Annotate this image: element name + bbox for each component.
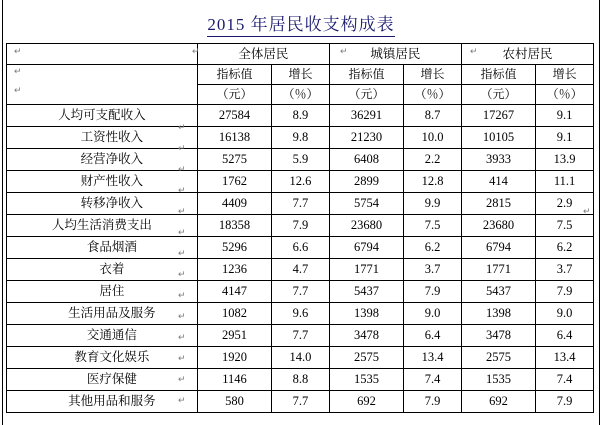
paragraph-mark-icon: ↵: [192, 46, 200, 56]
table-row: [7, 105, 594, 127]
page-title-text: 2015 年居民收支构成表: [207, 10, 394, 37]
cell-all-value: 1146: [197, 369, 271, 391]
cell-rural-growth: 3.7: [536, 259, 594, 281]
cell-rural-value: 1771: [461, 259, 535, 281]
row-label: 其他用品和服务: [7, 391, 198, 413]
cell-rural-value: 1535: [461, 369, 535, 391]
sub-header-blank: [7, 65, 198, 105]
table-row: [7, 149, 594, 171]
row-label: 人均可支配收入: [7, 105, 198, 127]
cell-urban-growth: 8.7: [404, 105, 462, 127]
row-label: 人均生活消费支出: [7, 215, 198, 237]
cell-urban-value: 21230: [329, 127, 403, 149]
paragraph-mark-icon: ↵: [178, 227, 186, 237]
cell-urban-value: 2575: [329, 347, 403, 369]
cell-all-growth: 7.7: [272, 325, 330, 347]
cell-rural-value: 3933: [461, 149, 535, 171]
cell-all-growth: 7.7: [272, 193, 330, 215]
row-label: 财产性收入: [7, 171, 198, 193]
paragraph-mark-icon: ↵: [178, 143, 186, 153]
cell-all-value: 580: [197, 391, 271, 413]
cell-all-growth: 4.7: [272, 259, 330, 281]
cell-urban-growth: 6.4: [404, 325, 462, 347]
cell-rural-growth: 13.9: [536, 149, 594, 171]
cell-rural-value: 692: [461, 391, 535, 413]
table-row: [7, 171, 594, 193]
cell-urban-value: 6408: [329, 149, 403, 171]
cell-rural-growth: 9.0: [536, 303, 594, 325]
table-row: [7, 237, 594, 259]
paragraph-mark-icon: ↵: [178, 311, 186, 321]
sub-header-all-growth-unit: （％）: [272, 85, 330, 105]
cell-urban-value: 1771: [329, 259, 403, 281]
cell-rural-value: 17267: [461, 105, 535, 127]
cell-all-growth: 9.6: [272, 303, 330, 325]
sub-header-rural-growth-unit: （％）: [536, 85, 594, 105]
cell-rural-growth: 6.4: [536, 325, 594, 347]
table-row: [7, 281, 594, 303]
cell-all-value: 4409: [197, 193, 271, 215]
paragraph-mark-icon: ↵: [178, 164, 186, 174]
table-row: [7, 193, 594, 215]
cell-urban-growth: 7.4: [404, 369, 462, 391]
table-row: [7, 215, 594, 237]
cell-urban-value: 692: [329, 391, 403, 413]
cell-all-value: 1236: [197, 259, 271, 281]
cell-urban-growth: 13.4: [404, 347, 462, 369]
cell-all-growth: 12.6: [272, 171, 330, 193]
cell-all-value: 16138: [197, 127, 271, 149]
cell-all-growth: 7.7: [272, 391, 330, 413]
table-row: [7, 259, 594, 281]
cell-rural-value: 23680: [461, 215, 535, 237]
cell-urban-value: 3478: [329, 325, 403, 347]
cell-all-growth: 7.9: [272, 215, 330, 237]
cell-all-value: 4147: [197, 281, 271, 303]
table-row: [7, 369, 594, 391]
cell-all-value: 27584: [197, 105, 271, 127]
cell-all-growth: 8.8: [272, 369, 330, 391]
cell-urban-growth: 7.5: [404, 215, 462, 237]
cell-rural-growth: 6.2: [536, 237, 594, 259]
sub-header-all-value: 指标值: [197, 65, 271, 85]
paragraph-mark-icon: ↵: [583, 206, 591, 216]
cell-urban-value: 5437: [329, 281, 403, 303]
table-row: [7, 347, 594, 369]
cell-rural-growth: 9.1: [536, 127, 594, 149]
row-label: 经营净收入: [7, 149, 198, 171]
page-right-border: [599, 0, 600, 425]
page-title: [0, 10, 602, 37]
cell-all-growth: 9.8: [272, 127, 330, 149]
cell-urban-value: 6794: [329, 237, 403, 259]
sub-header-urban-growth-unit: （％）: [404, 85, 462, 105]
cell-rural-growth: 7.9: [536, 391, 594, 413]
sub-header-urban-value-unit: （元）: [329, 85, 403, 105]
cell-rural-value: 2575: [461, 347, 535, 369]
row-label: 衣着: [7, 259, 198, 281]
cell-urban-value: 1535: [329, 369, 403, 391]
table-row: [7, 303, 594, 325]
cell-urban-growth: 6.2: [404, 237, 462, 259]
paragraph-mark-icon: ↵: [178, 290, 186, 300]
cell-urban-growth: 12.8: [404, 171, 462, 193]
row-label: 居住: [7, 281, 198, 303]
cell-rural-growth: 13.4: [536, 347, 594, 369]
paragraph-mark-icon: ↵: [14, 46, 22, 56]
table-group-header-row: [7, 44, 594, 65]
paragraph-mark-icon: ↵: [14, 85, 22, 95]
sub-header-rural-growth: 增长: [536, 65, 594, 85]
paragraph-mark-icon: ↵: [178, 353, 186, 363]
row-label: 转移净收入: [7, 193, 198, 215]
cell-urban-value: 1398: [329, 303, 403, 325]
cell-urban-growth: 3.7: [404, 259, 462, 281]
cell-urban-growth: 7.9: [404, 281, 462, 303]
sub-header-rural-value-unit: （元）: [461, 85, 535, 105]
cell-rural-value: 2815: [461, 193, 535, 215]
cell-all-growth: 5.9: [272, 149, 330, 171]
paragraph-mark-icon: ↵: [178, 185, 186, 195]
page-left-border: [2, 0, 3, 425]
row-label: 交通通信: [7, 325, 198, 347]
row-label: 工资性收入: [7, 127, 198, 149]
cell-all-growth: 7.7: [272, 281, 330, 303]
paragraph-mark-icon: ↵: [14, 66, 22, 76]
paragraph-mark-icon: ↵: [178, 122, 186, 132]
paragraph-mark-icon: ↵: [178, 332, 186, 342]
cell-all-value: 5296: [197, 237, 271, 259]
paragraph-mark-icon: ↵: [340, 46, 348, 56]
cell-rural-growth: 7.5: [536, 215, 594, 237]
income-expenditure-table: [6, 43, 594, 413]
cell-rural-value: 3478: [461, 325, 535, 347]
sub-header-urban-value: 指标值: [329, 65, 403, 85]
cell-rural-growth: 11.1: [536, 171, 594, 193]
paragraph-mark-icon: ↵: [178, 395, 186, 405]
paragraph-mark-icon: ↵: [178, 206, 186, 216]
cell-urban-value: 36291: [329, 105, 403, 127]
cell-rural-growth: 9.1: [536, 105, 594, 127]
cell-urban-growth: 9.9: [404, 193, 462, 215]
group-header-all-residents: 全体居民: [197, 44, 329, 65]
sub-header-all-growth: 增长: [272, 65, 330, 85]
cell-all-value: 18358: [197, 215, 271, 237]
row-label: 食品烟酒: [7, 237, 198, 259]
cell-all-value: 2951: [197, 325, 271, 347]
cell-rural-growth: 7.9: [536, 281, 594, 303]
cell-all-value: 1920: [197, 347, 271, 369]
cell-rural-value: 10105: [461, 127, 535, 149]
table-row: [7, 325, 594, 347]
sub-header-rural-value: 指标值: [461, 65, 535, 85]
cell-urban-growth: 9.0: [404, 303, 462, 325]
cell-urban-value: 2899: [329, 171, 403, 193]
cell-urban-growth: 2.2: [404, 149, 462, 171]
paragraph-mark-icon: ↵: [178, 248, 186, 258]
cell-all-growth: 14.0: [272, 347, 330, 369]
paragraph-mark-icon: ↵: [178, 269, 186, 279]
paragraph-mark-icon: ↵: [470, 46, 478, 56]
sub-header-urban-growth: 增长: [404, 65, 462, 85]
cell-urban-value: 23680: [329, 215, 403, 237]
sub-header-all-value-unit: （元）: [197, 85, 271, 105]
cell-urban-value: 5754: [329, 193, 403, 215]
cell-urban-growth: 7.9: [404, 391, 462, 413]
cell-rural-growth: 2.9: [536, 193, 594, 215]
cell-all-value: 5275: [197, 149, 271, 171]
corner-cell: [7, 44, 198, 65]
cell-rural-value: 1398: [461, 303, 535, 325]
table-sub-header-row: [7, 65, 594, 85]
row-label: 医疗保健: [7, 369, 198, 391]
cell-rural-value: 6794: [461, 237, 535, 259]
cell-rural-growth: 7.4: [536, 369, 594, 391]
cell-all-growth: 8.9: [272, 105, 330, 127]
cell-urban-growth: 10.0: [404, 127, 462, 149]
cell-all-value: 1762: [197, 171, 271, 193]
paragraph-mark-icon: ↵: [178, 374, 186, 384]
row-label: 教育文化娱乐: [7, 347, 198, 369]
cell-all-growth: 6.6: [272, 237, 330, 259]
table-row: [7, 391, 594, 413]
row-label: 生活用品及服务: [7, 303, 198, 325]
cell-rural-value: 5437: [461, 281, 535, 303]
table-row: [7, 127, 594, 149]
cell-all-value: 1082: [197, 303, 271, 325]
group-header-rural-residents: 农村居民: [461, 44, 593, 65]
group-header-urban-residents: 城镇居民: [329, 44, 461, 65]
cell-rural-value: 414: [461, 171, 535, 193]
